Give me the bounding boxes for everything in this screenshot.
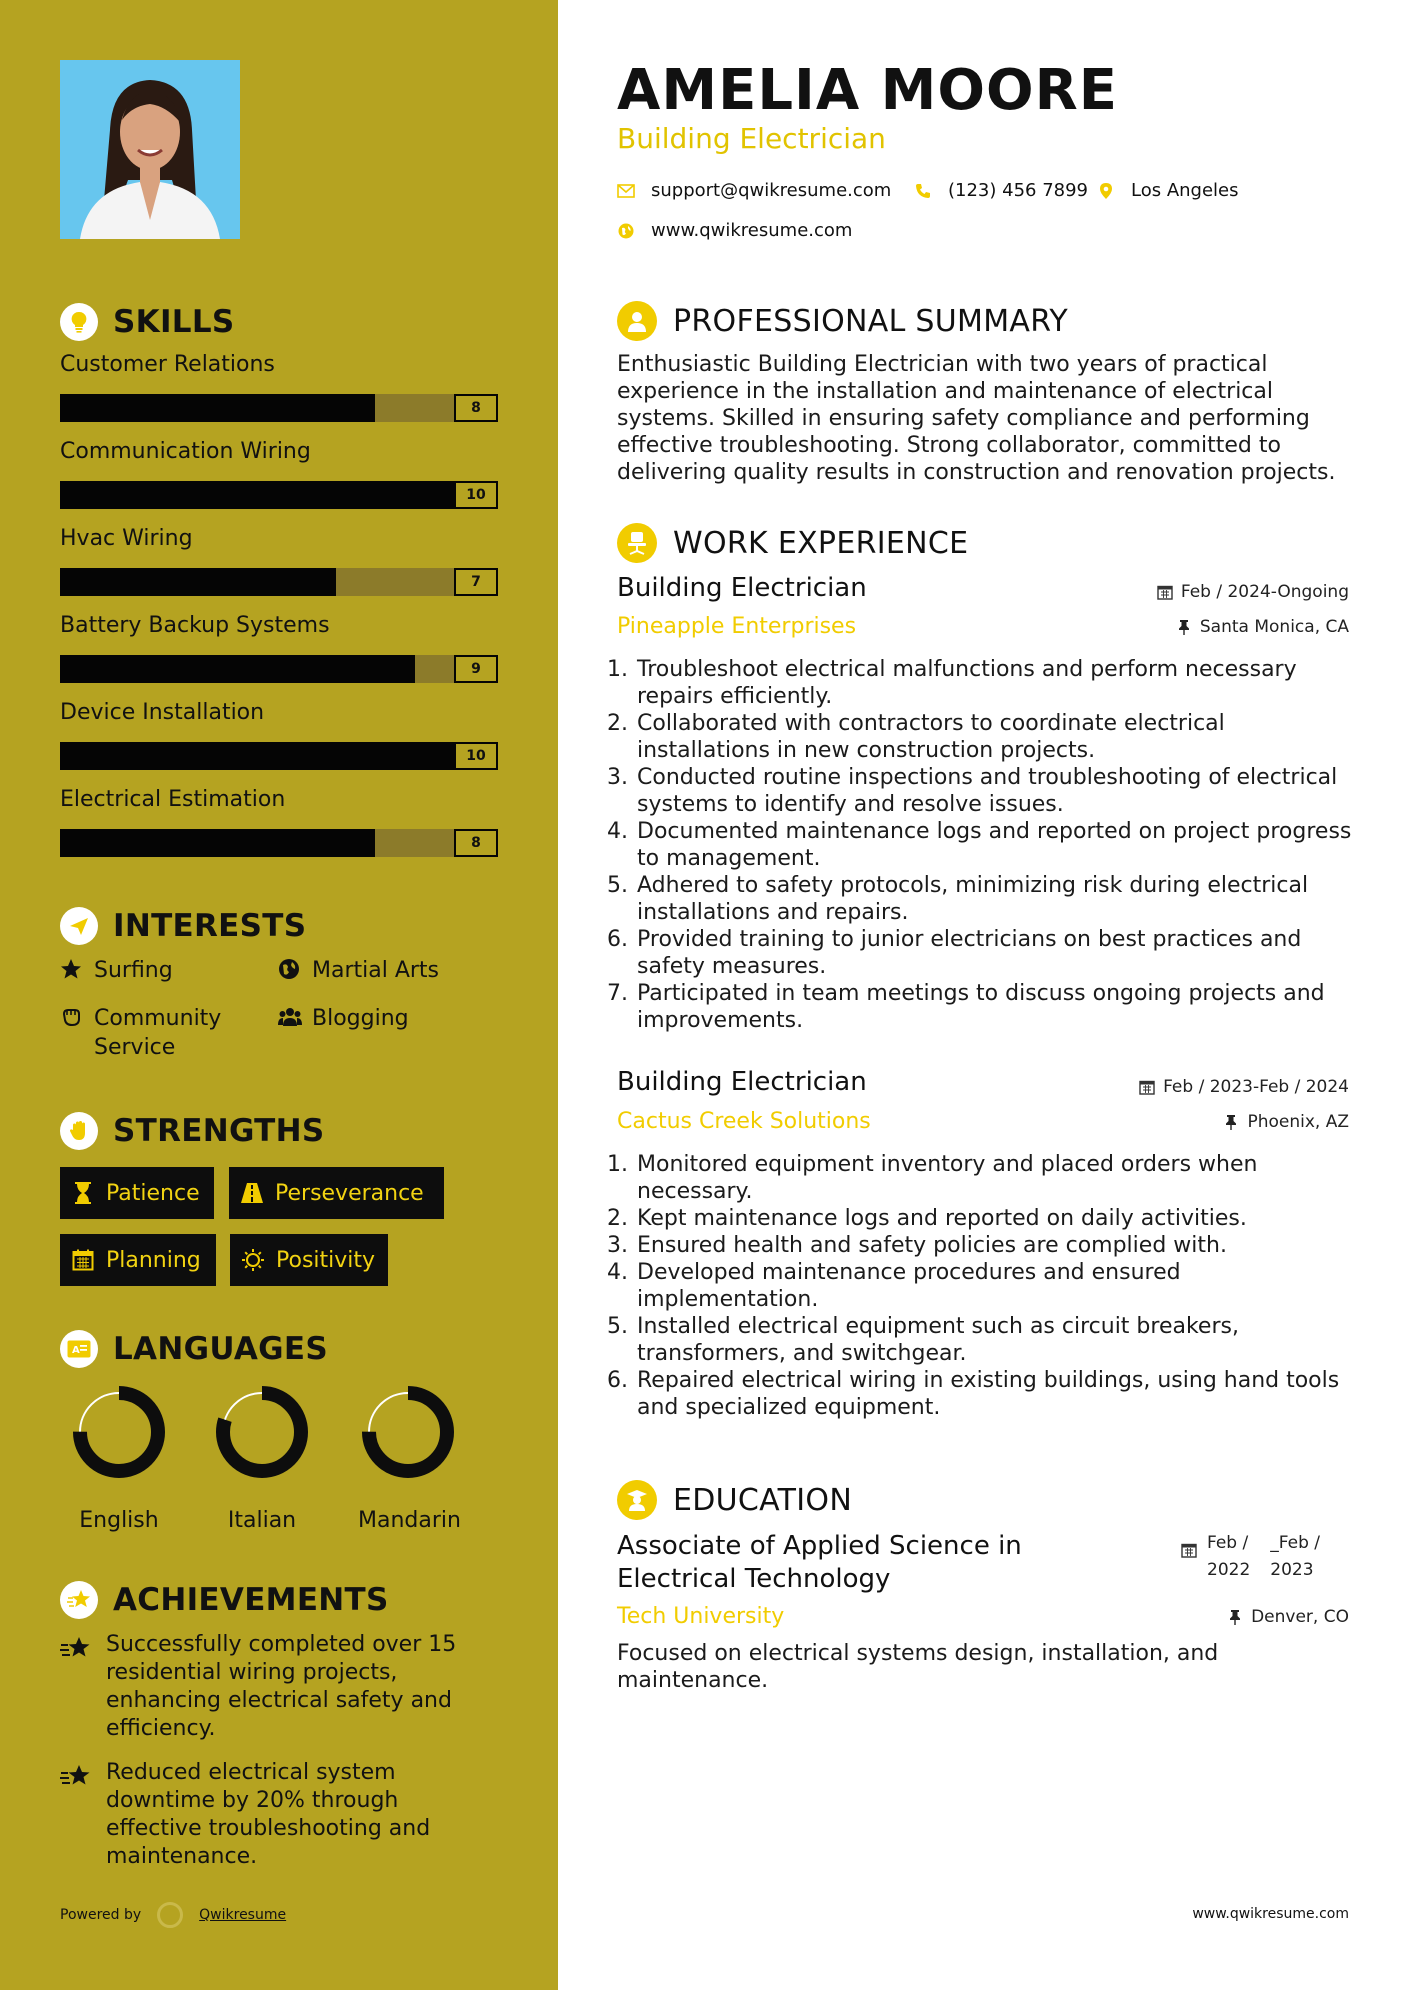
- job-dates: [1157, 582, 1349, 602]
- skill-item: [60, 350, 498, 422]
- skill-bar-fill: [60, 829, 375, 857]
- skill-item: [60, 785, 498, 857]
- skill-name: Device Installation: [60, 700, 265, 725]
- strength-label: Patience: [106, 1180, 200, 1206]
- interest-item: [278, 956, 439, 986]
- achievement-text: Successfully completed over 15 residential wiring projects, enhancing electrical safety and efficiency.: [106, 1632, 457, 1741]
- education-start-year: 2022: [1207, 1560, 1251, 1580]
- duty-item: 2. Collaborated with contractors to coordinate electrical installations in new construction projects.: [635, 710, 1357, 764]
- summary-text: Enthusiastic Building Electrician with two years of practical experience in the installation and maintenance of electrical systems. Skilled in ensuring safety compliance and performing effective troubleshooting. Strong collaborator, committed to delivering quality results in construction and renovation projects.: [617, 352, 1336, 485]
- duty-item: 3. Ensured health and safety policies are complied with.: [635, 1232, 1357, 1259]
- skill-bar-fill: [60, 655, 415, 683]
- summary-heading: [617, 301, 1068, 341]
- job-dates-text: Feb / 2024-Ongoing: [1180, 582, 1349, 602]
- duty-item: 2. Kept maintenance logs and reported on daily activities.: [635, 1205, 1357, 1232]
- experience-title: WORK EXPERIENCE: [673, 525, 969, 561]
- language-ring: [214, 1384, 310, 1480]
- pushpin-icon: [1223, 1114, 1239, 1130]
- contact-email[interactable]: [617, 180, 891, 201]
- company-name: Cactus Creek Solutions: [617, 1109, 871, 1134]
- job-location: [1223, 1112, 1349, 1132]
- svg-text:A: A: [72, 1345, 80, 1356]
- duty-item: 1. Monitored equipment inventory and placed orders when necessary.: [635, 1151, 1357, 1205]
- duty-item: 7. Participated in team meetings to discuss ongoing projects and improvements.: [635, 980, 1357, 1034]
- skill-item: [60, 611, 498, 683]
- website-text: www.qwikresume.com: [651, 220, 853, 241]
- skill-name: Electrical Estimation: [60, 787, 286, 812]
- skill-name: Customer Relations: [60, 352, 275, 377]
- strength-label: Planning: [106, 1247, 201, 1273]
- calendar-icon: [70, 1247, 96, 1273]
- strength-label: Perseverance: [275, 1180, 424, 1206]
- languages-heading: [60, 1330, 328, 1368]
- shooting-star-icon: [60, 1631, 92, 1743]
- duty-item: 5. Adhered to safety protocols, minimizing risk during electrical installations and repairs.: [635, 872, 1357, 926]
- qwikresume-link[interactable]: Qwikresume: [199, 1907, 287, 1923]
- powered-by: [60, 1902, 286, 1928]
- skill-name: Communication Wiring: [60, 439, 311, 464]
- trophy-star-icon: [60, 1581, 98, 1619]
- strength-label: Positivity: [276, 1247, 376, 1273]
- calendar-icon: [1157, 584, 1173, 600]
- lightbulb-icon: [60, 303, 98, 341]
- skill-name: Hvac Wiring: [60, 526, 193, 551]
- candidate-role: Building Electrician: [617, 122, 886, 155]
- education-end-month: _Feb /: [1270, 1533, 1320, 1553]
- interest-label: Community Service: [94, 1006, 222, 1060]
- calendar-icon: [1139, 1079, 1155, 1095]
- skill-bar: [60, 394, 498, 422]
- achievement-item: [60, 1631, 480, 1743]
- strengths-title: STRENGTHS: [113, 1113, 325, 1149]
- strength-badge: [60, 1234, 216, 1286]
- skills-title: SKILLS: [113, 304, 235, 340]
- achievements-title: ACHIEVEMENTS: [113, 1582, 389, 1618]
- job-dates: [1139, 1077, 1349, 1097]
- school-name: Tech University: [617, 1604, 785, 1629]
- skill-value: 7: [454, 568, 498, 596]
- globe-icon: [278, 956, 300, 986]
- office-chair-icon: [617, 523, 657, 563]
- map-pin-icon: [1097, 182, 1115, 200]
- job-location-text: Santa Monica, CA: [1199, 617, 1349, 637]
- pushpin-icon: [1227, 1609, 1243, 1625]
- language-name: Italian: [227, 1508, 297, 1533]
- footer-url[interactable]: www.qwikresume.com: [1192, 1906, 1349, 1922]
- education-end-year: 2023: [1270, 1560, 1314, 1580]
- duty-item: 6. Provided training to junior electricians on best practices and safety measures.: [635, 926, 1357, 980]
- road-icon: [239, 1180, 265, 1206]
- location-text: Los Angeles: [1131, 180, 1239, 201]
- education-description: Focused on electrical systems design, installation, and maintenance.: [617, 1641, 1219, 1693]
- interests-title: INTERESTS: [113, 908, 307, 944]
- job-duties-list: [617, 1151, 1357, 1421]
- calendar-icon: [1181, 1530, 1197, 1584]
- skills-heading: [60, 303, 235, 341]
- company-name: Pineapple Enterprises: [617, 614, 857, 639]
- language-item: [212, 1384, 312, 1533]
- skill-bar: [60, 481, 498, 509]
- skill-item: [60, 524, 498, 596]
- raised-hand-icon: [60, 1112, 98, 1150]
- duty-item: 4. Developed maintenance procedures and ensured implementation.: [635, 1259, 1357, 1313]
- education-location-text: Denver, CO: [1251, 1607, 1349, 1627]
- language-item: [358, 1384, 461, 1533]
- job-title: Building Electrician: [617, 1067, 867, 1097]
- globe-icon: [617, 222, 635, 240]
- skill-bar-fill: [60, 394, 375, 422]
- profile-photo: [60, 60, 240, 239]
- skill-bar: [60, 742, 498, 770]
- phone-text: (123) 456 7899: [948, 180, 1089, 201]
- education-title: EDUCATION: [673, 1482, 853, 1518]
- strength-badge: [230, 1234, 388, 1286]
- contact-website[interactable]: [617, 220, 852, 241]
- skill-value: 9: [454, 655, 498, 683]
- shooting-star-icon: [60, 1759, 92, 1871]
- phone-icon: [914, 182, 932, 200]
- user-icon: [617, 301, 657, 341]
- language-name: English: [79, 1508, 159, 1533]
- envelope-icon: [617, 182, 635, 200]
- summary-title: PROFESSIONAL SUMMARY: [673, 303, 1069, 339]
- strengths-heading: [60, 1112, 324, 1150]
- interest-label: Blogging: [312, 1006, 409, 1031]
- skill-value: 8: [454, 394, 498, 422]
- skill-bar-fill: [60, 481, 454, 509]
- experience-heading: [617, 523, 968, 563]
- language-ring: [360, 1384, 456, 1480]
- skill-name: Battery Backup Systems: [60, 613, 330, 638]
- star-icon: [60, 956, 82, 986]
- skill-bar-fill: [60, 742, 454, 770]
- hourglass-icon: [70, 1180, 96, 1206]
- language-card-icon: [60, 1330, 98, 1368]
- job-dates-text: Feb / 2023-Feb / 2024: [1163, 1077, 1349, 1097]
- achievement-text: Reduced electrical system downtime by 20% through effective troubleshooting and maintenance.: [106, 1760, 431, 1869]
- contact-location: [1097, 180, 1239, 201]
- powered-by-label: Powered by: [60, 1907, 142, 1923]
- strength-badge: [60, 1167, 214, 1219]
- languages-title: LANGUAGES: [113, 1331, 328, 1367]
- degree-title: Associate of Applied Science in Electrical Technology: [617, 1531, 1022, 1594]
- language-name: Mandarin: [358, 1508, 461, 1533]
- interest-item: [60, 1004, 260, 1062]
- education-heading: [617, 1480, 852, 1520]
- education-location: [1227, 1607, 1349, 1627]
- skill-bar: [60, 829, 498, 857]
- duty-item: 3. Conducted routine inspections and troubleshooting of electrical systems to identify and resolve issues.: [635, 764, 1357, 818]
- candidate-name: AMELIA MOORE: [617, 58, 1118, 123]
- skill-bar-fill: [60, 568, 336, 596]
- contact-phone[interactable]: [914, 180, 1088, 201]
- users-icon: [278, 1004, 300, 1034]
- language-ring: [71, 1384, 167, 1480]
- interest-item: [60, 956, 173, 986]
- achievements-heading: [60, 1581, 389, 1619]
- interest-item: [278, 1004, 409, 1034]
- job-location: [1176, 617, 1349, 637]
- education-dates: [1181, 1530, 1320, 1584]
- skill-value: 10: [454, 481, 498, 509]
- pushpin-icon: [1176, 619, 1192, 635]
- paper-plane-icon: [60, 907, 98, 945]
- language-item: [69, 1384, 169, 1533]
- interest-label: Surfing: [94, 958, 173, 983]
- sidebar: [0, 0, 558, 1990]
- job-duties-list: [617, 656, 1357, 1034]
- qwikresume-logo-icon: [157, 1902, 183, 1928]
- duty-item: 4. Documented maintenance logs and reported on project progress to management.: [635, 818, 1357, 872]
- skill-item: [60, 698, 498, 770]
- strength-badge: [229, 1167, 444, 1219]
- email-text: support@qwikresume.com: [651, 180, 892, 201]
- graduate-icon: [617, 1480, 657, 1520]
- sun-icon: [240, 1247, 266, 1273]
- duty-item: 5. Installed electrical equipment such as circuit breakers, transformers, and switchgear.: [635, 1313, 1357, 1367]
- hand-icon: [60, 1004, 82, 1034]
- interest-label: Martial Arts: [312, 958, 440, 983]
- job-title: Building Electrician: [617, 573, 867, 603]
- achievement-item: [60, 1759, 480, 1871]
- skill-bar: [60, 568, 498, 596]
- skill-bar: [60, 655, 498, 683]
- skill-value: 8: [454, 829, 498, 857]
- skill-item: [60, 437, 498, 509]
- education-start-month: Feb /: [1207, 1533, 1249, 1553]
- skill-value: 10: [454, 742, 498, 770]
- duty-item: 6. Repaired electrical wiring in existing buildings, using hand tools and specialized equipment.: [635, 1367, 1357, 1421]
- duty-item: 1. Troubleshoot electrical malfunctions and perform necessary repairs efficiently.: [635, 656, 1357, 710]
- job-location-text: Phoenix, AZ: [1247, 1112, 1349, 1132]
- interests-heading: [60, 907, 306, 945]
